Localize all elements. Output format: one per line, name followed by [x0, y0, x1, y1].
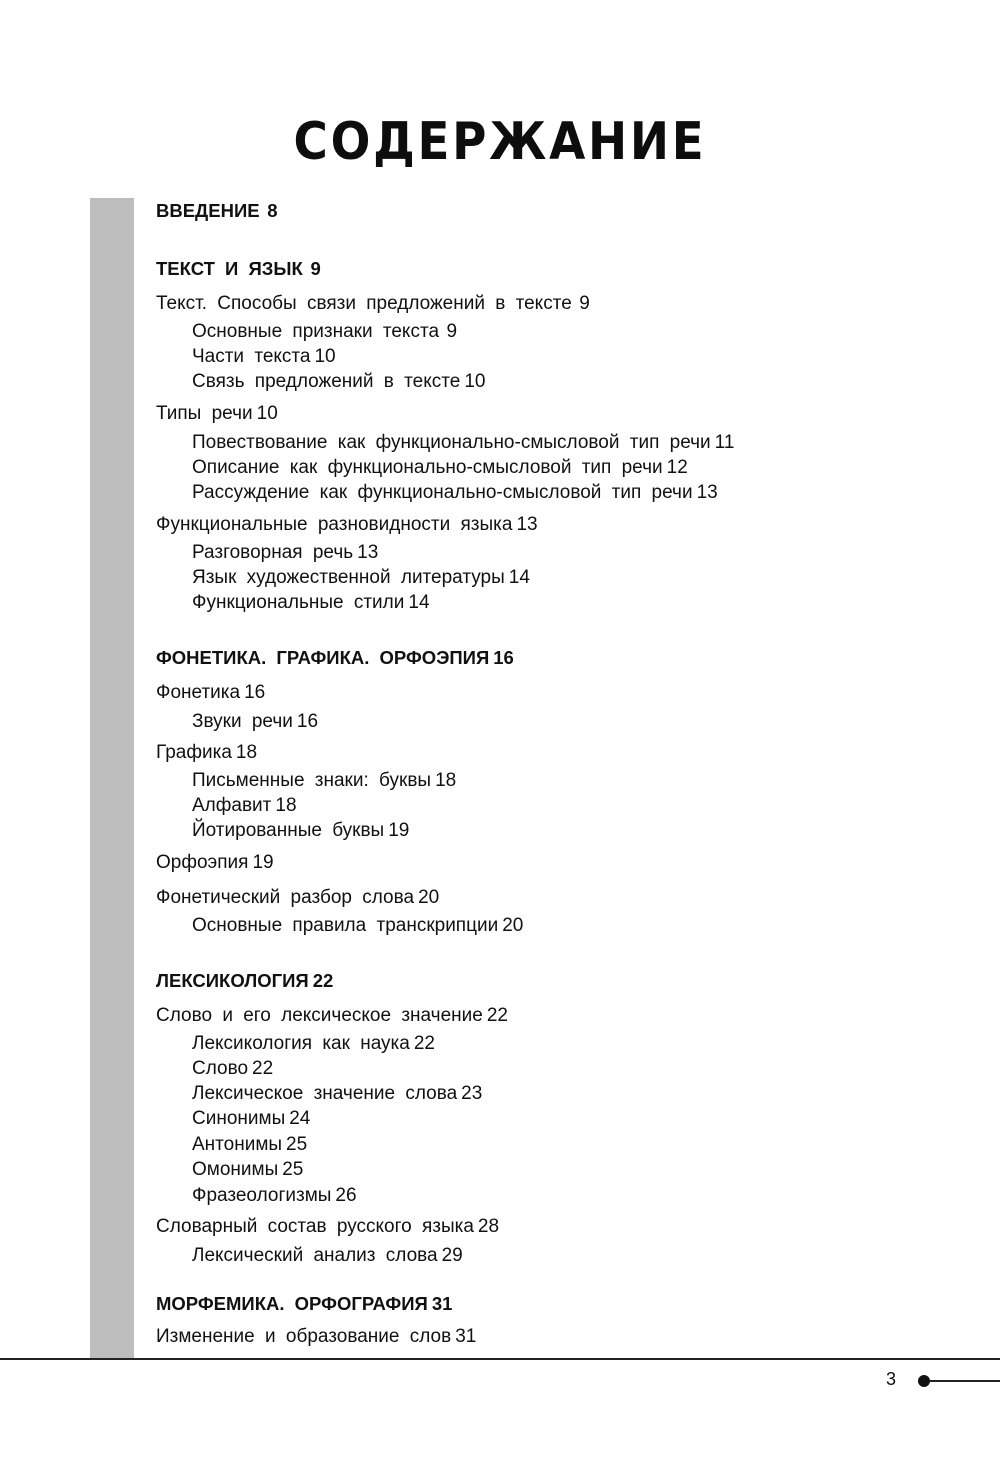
toc-page-number: 22 [486, 1005, 508, 1026]
toc-entry-title: Функциональные разновидности языка [156, 514, 513, 535]
footer-line [930, 1380, 1000, 1382]
toc-page-number: 28 [477, 1216, 500, 1237]
toc-entry-title: Описание как функционально-смысловой тип речи [192, 457, 663, 478]
toc-page-number: 13 [516, 514, 538, 535]
toc-entry-title: Основные правила транскрипции [192, 915, 499, 936]
footer-dot-icon [918, 1375, 930, 1387]
toc-entry-title: Лексический анализ слова [192, 1245, 438, 1266]
toc-page-number: 10 [256, 403, 278, 424]
toc-page-number: 20 [502, 915, 524, 936]
toc-page-number: 22 [252, 1058, 274, 1079]
toc-entry-title: Словарный состав русского языка [156, 1216, 474, 1237]
toc-page-number: 16 [244, 682, 266, 703]
toc-entry-title: Синонимы [192, 1108, 286, 1129]
toc-entry-title: ЛЕКСИКОЛОГИЯ [156, 970, 309, 991]
toc-entry-title: Слово [192, 1058, 249, 1079]
toc-page-number: 25 [282, 1159, 304, 1180]
toc-entry-title: Лексикология как наука [192, 1033, 410, 1054]
toc-page-number: 19 [388, 820, 410, 841]
toc-page-number: 18 [275, 795, 297, 816]
toc-page-number: 9 [310, 258, 321, 279]
toc-page-number: 14 [508, 567, 530, 588]
toc-entry-title: Фонетический разбор слова [156, 887, 415, 908]
toc-entry-title: Алфавит [192, 795, 272, 816]
toc-page-number: 16 [493, 647, 514, 668]
toc-entry-title: Омонимы [192, 1159, 279, 1180]
toc-entry-title: Повествование как функционально-смысловой тип речи [192, 432, 711, 453]
toc-entry-title: Язык художественной литературы [192, 567, 505, 588]
toc-page-number: 20 [418, 887, 440, 908]
toc-page-number: 10 [314, 346, 336, 367]
toc-entry-title: Графика [156, 742, 232, 763]
toc-page-number: 8 [267, 200, 278, 221]
toc-entry-title: Фразеологизмы [192, 1185, 332, 1206]
bottom-rule [0, 1358, 1000, 1360]
toc-entry-title: ТЕКСТ И ЯЗЫК [156, 258, 303, 279]
toc-entry-title: Письменные знаки: буквы [192, 770, 432, 791]
toc-page-number: 10 [464, 371, 486, 392]
toc-page-number: 13 [696, 482, 718, 503]
toc-entry-title: МОРФЕМИКА. ОРФОГРАФИЯ [156, 1293, 428, 1314]
side-bar [90, 198, 134, 1360]
toc-page-number: 9 [579, 293, 590, 314]
toc-page-number: 19 [252, 852, 274, 873]
toc-entry-title: Основные признаки текста [192, 321, 440, 342]
toc-page-number: 24 [289, 1108, 311, 1129]
toc-page-number: 12 [666, 457, 688, 478]
toc-entry-title: Рассуждение как функционально-смысловой тип речи [192, 482, 693, 503]
toc-entry-title: Связь предложений в тексте [192, 371, 461, 392]
toc-entry-title: Части текста [192, 346, 311, 367]
toc-page-number: 16 [296, 711, 319, 732]
toc-page-number: 18 [435, 770, 457, 791]
toc-entry-title: Слово и его лексическое значение [156, 1005, 483, 1026]
toc-page-number: 26 [335, 1185, 357, 1206]
toc-page-number: 18 [235, 742, 258, 763]
toc-entry-title: Изменение и образование слов [156, 1326, 452, 1347]
toc-page-number: 31 [431, 1293, 453, 1314]
toc-entry-title: Функциональные стили [192, 592, 405, 613]
toc-page-number: 23 [461, 1083, 483, 1104]
toc-page-number: 11 [714, 432, 735, 453]
toc-entry-title: ФОНЕТИКА. ГРАФИКА. ОРФОЭПИЯ [156, 647, 490, 668]
toc-entry-title: Разговорная речь [192, 542, 354, 563]
toc-page-number: 14 [408, 592, 430, 613]
toc-page-number: 13 [357, 542, 379, 563]
toc-page-number: 22 [413, 1033, 435, 1054]
page-number: 3 [886, 1369, 897, 1389]
page-title: СОДЕРЖАНИЕ [293, 112, 707, 172]
toc-page-number: 31 [455, 1326, 477, 1347]
toc-entry-title: Лексическое значение слова [192, 1083, 458, 1104]
toc-page-number: 25 [286, 1134, 308, 1155]
toc-entry-title: Звуки речи [192, 711, 293, 732]
toc-entry-title: ВВЕДЕНИЕ [156, 200, 260, 221]
toc-page-number: 22 [312, 970, 334, 991]
toc-entry-title: Йотированные буквы [192, 820, 385, 841]
toc-page-number: 9 [446, 321, 458, 342]
toc-entry-title: Типы речи [156, 403, 253, 424]
toc-entry-title: Орфоэпия [156, 852, 249, 873]
toc-entry-title: Текст. Способы связи предложений в тексте [156, 293, 572, 314]
toc-entry-title: Фонетика [156, 682, 241, 703]
toc-page-number: 29 [441, 1245, 463, 1266]
toc-entry-title: Антонимы [192, 1134, 283, 1155]
